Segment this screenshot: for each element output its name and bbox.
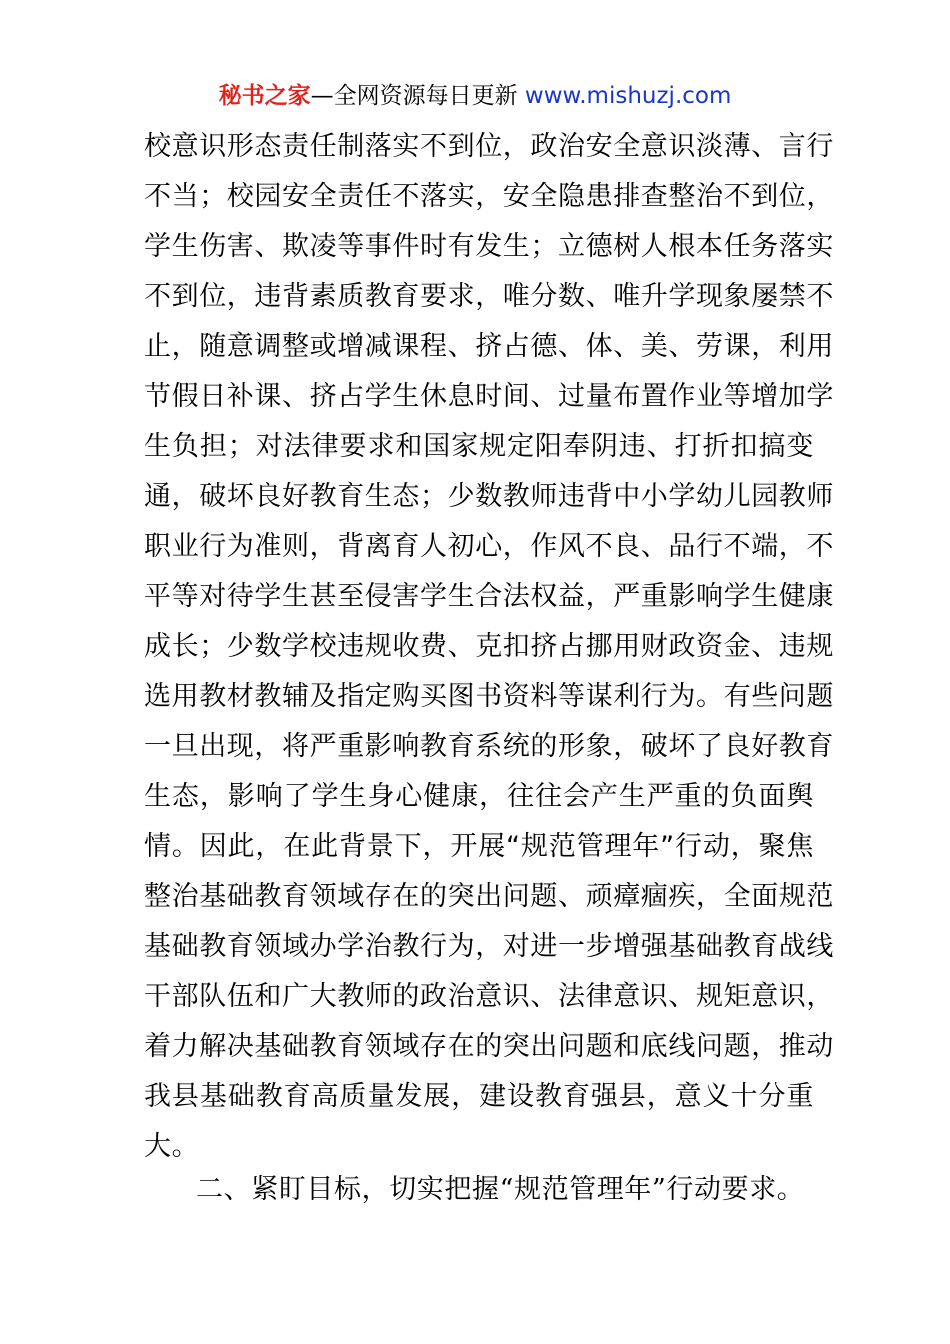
body-line: 校意识形态责任制落实不到位，政治安全意识淡薄、言行 [144,131,834,162]
body-line: 选用教材教辅及指定购买图书资料等谋利行为。有些问题 [144,681,834,712]
site-slogan: —全网资源每日更新 [310,83,525,109]
body-line: 不当；校园安全责任不落实，安全隐患排查整治不到位， [144,181,834,212]
body-line: 情。因此，在此背景下，开展“规范管理年”行动，聚焦 [144,831,814,862]
body-line: 干部队伍和广大教师的政治意识、法律意识、规矩意识， [144,981,834,1012]
body-line: 学生伤害、欺凌等事件时有发生；立德树人根本任务落实 [144,231,834,262]
page-header [0,80,950,112]
section-heading: 二、紧盯目标，切实把握“规范管理年”行动要求。 [196,1174,805,1205]
body-line: 平等对待学生甚至侵害学生合法权益，严重影响学生健康 [144,581,834,612]
body-line: 大。 [144,1131,200,1162]
body-line: 我县基础教育高质量发展，建设教育强县，意义十分重 [144,1081,814,1112]
body-line: 职业行为准则，背离育人初心，作风不良、品行不端，不 [144,531,834,562]
site-brand: 秘书之家 [218,83,311,109]
body-paragraph [144,122,834,1172]
body-line: 着力解决基础教育领域存在的突出问题和底线问题，推动 [144,1031,834,1062]
body-line: 节假日补课、挤占学生休息时间、过量布置作业等增加学 [144,381,834,412]
body-line: 通，破坏良好教育生态；少数教师违背中小学幼儿园教师 [144,481,834,512]
body-line: 成长；少数学校违规收费、克扣挤占挪用财政资金、违规 [144,631,834,662]
body-line: 整治基础教育领域存在的突出问题、顽瘴痼疾，全面规范 [144,881,834,912]
body-line: 止，随意调整或增减课程、挤占德、体、美、劳课，利用 [144,331,834,362]
body-line: 生态，影响了学生身心健康，往往会产生严重的负面舆 [144,781,814,812]
body-line: 一旦出现，将严重影响教育系统的形象，破坏了良好教育 [144,731,834,762]
body-line: 不到位，违背素质教育要求，唯分数、唯升学现象屡禁不 [144,281,834,312]
body-line: 基础教育领域办学治教行为，对进一步增强基础教育战线 [144,931,834,962]
site-url[interactable]: www.mishuzj.com [524,83,732,109]
body-line: 生负担；对法律要求和国家规定阳奉阴违、打折扣搞变 [144,431,814,462]
